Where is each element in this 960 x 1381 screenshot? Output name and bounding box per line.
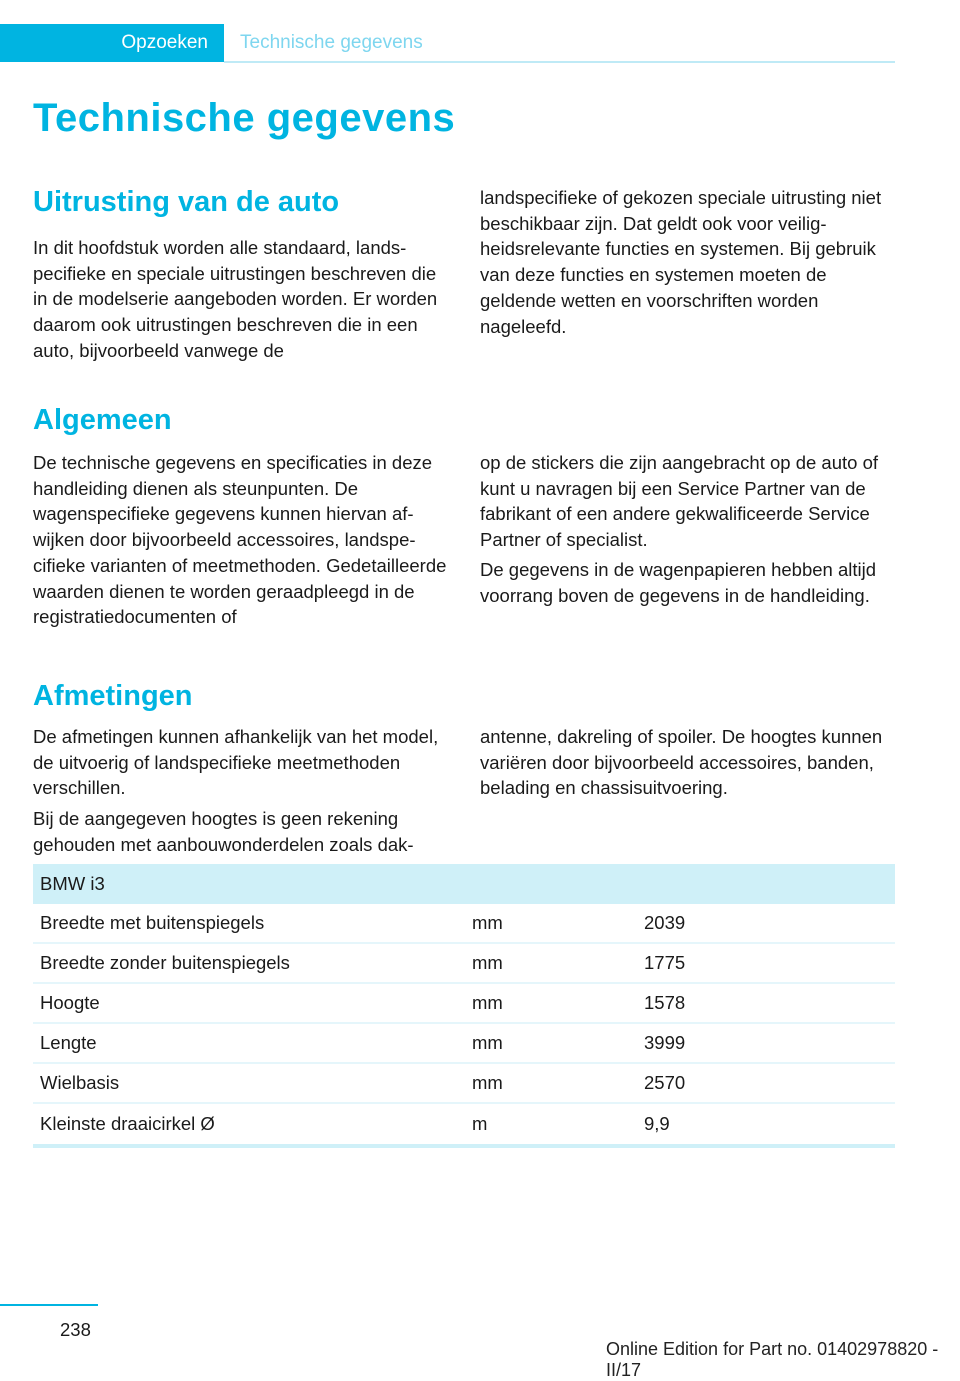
table-row: [33, 1063, 895, 1103]
table-row: [33, 1103, 895, 1146]
section-tab[interactable]: Opzoeken: [0, 24, 224, 62]
row-value: 3999: [637, 1023, 895, 1063]
table-header-row: [33, 864, 895, 904]
row-value: 1775: [637, 943, 895, 983]
afmetingen-text-left-1: De afmetingen kunnen afhankelijk van het model, de uitvoerig of landspecifieke meetmethoden verschillen.: [33, 726, 439, 799]
algemeen-text-right-1: op de stickers die zijn aangebracht op de auto of kunt u navragen bij een Service Partner van de fabrikant of een andere gekwalificeerde Service Partner of specialist.: [480, 452, 879, 551]
page-title: Technische gegevens: [33, 96, 456, 140]
row-unit: m: [465, 1103, 637, 1146]
table-row: [33, 904, 895, 943]
row-unit: mm: [465, 1023, 637, 1063]
row-label: Hoogte: [33, 983, 465, 1023]
header-bar: [0, 24, 895, 62]
row-unit: mm: [465, 943, 637, 983]
afmetingen-text-left-2: Bij de aangegeven hoogtes is geen rekening gehouden met aanbouwonderdelen zoals dak-: [33, 808, 414, 855]
row-unit: mm: [465, 1063, 637, 1103]
uitrusting-text-right: landspecifieke of gekozen speciale uitrusting niet beschikbaar zijn. Dat geldt ook voor veiligheidsrelevante functies en systemen. Bij gebruik van deze functies en systemen moeten de geldende wetten en voorschriften worden nageleefd.: [480, 187, 882, 337]
row-value: 9,9: [637, 1103, 895, 1146]
afmetingen-text-right: antenne, dakreling of spoiler. De hoogtes kunnen variëren door bijvoorbeeld accessoires, banden, belading en chassisuitvoering.: [480, 726, 883, 799]
page-number: 238: [60, 1319, 91, 1340]
row-value: 2570: [637, 1063, 895, 1103]
row-value: 1578: [637, 983, 895, 1023]
row-value: 2039: [637, 904, 895, 943]
table-row: [33, 943, 895, 983]
uitrusting-text-left: In dit hoofdstuk worden alle standaard, landspecifieke en speciale uitrustingen beschreven die in de modelserie aangeboden worden. Er worden daarom ook uitrustingen beschreven die in een auto, bijvoorbeeld vanwege de: [33, 237, 438, 361]
row-label: Wielbasis: [33, 1063, 465, 1103]
row-label: Kleinste draaicirkel Ø: [33, 1103, 465, 1146]
chapter-tab[interactable]: Technische gegevens: [240, 32, 423, 53]
row-label: Breedte met buitenspiegels: [33, 904, 465, 943]
table-header-model: BMW i3: [33, 864, 895, 904]
row-label: Lengte: [33, 1023, 465, 1063]
footer-divider: [0, 1304, 98, 1306]
row-label: Breedte zonder buitenspiegels: [33, 943, 465, 983]
algemeen-text-right-2: De gegevens in de wagenpapieren hebben altijd voorrang boven de gegevens in de handleiding.: [480, 559, 876, 606]
table-row: [33, 1023, 895, 1063]
edition-note: Online Edition for Part no. 01402978820 - II/17: [606, 1339, 939, 1380]
dimensions-table: [33, 864, 895, 1148]
heading-uitrusting: Uitrusting van de auto: [33, 186, 340, 218]
row-unit: mm: [465, 983, 637, 1023]
row-unit: mm: [465, 904, 637, 943]
table-row: [33, 983, 895, 1023]
heading-algemeen: Algemeen: [33, 404, 172, 436]
header-divider: [224, 61, 895, 63]
algemeen-text-left: De technische gegevens en specificaties in deze handleiding dienen als steunpunten. De wagenspecifieke gegevens kunnen hiervan afwijken door bijvoorbeeld accessoires, landspecifieke varianten of meetmethoden. Gedetailleerde waarden dienen te worden geraadpleegd in de registratiedocumenten of: [33, 452, 447, 628]
heading-afmetingen: Afmetingen: [33, 680, 193, 712]
